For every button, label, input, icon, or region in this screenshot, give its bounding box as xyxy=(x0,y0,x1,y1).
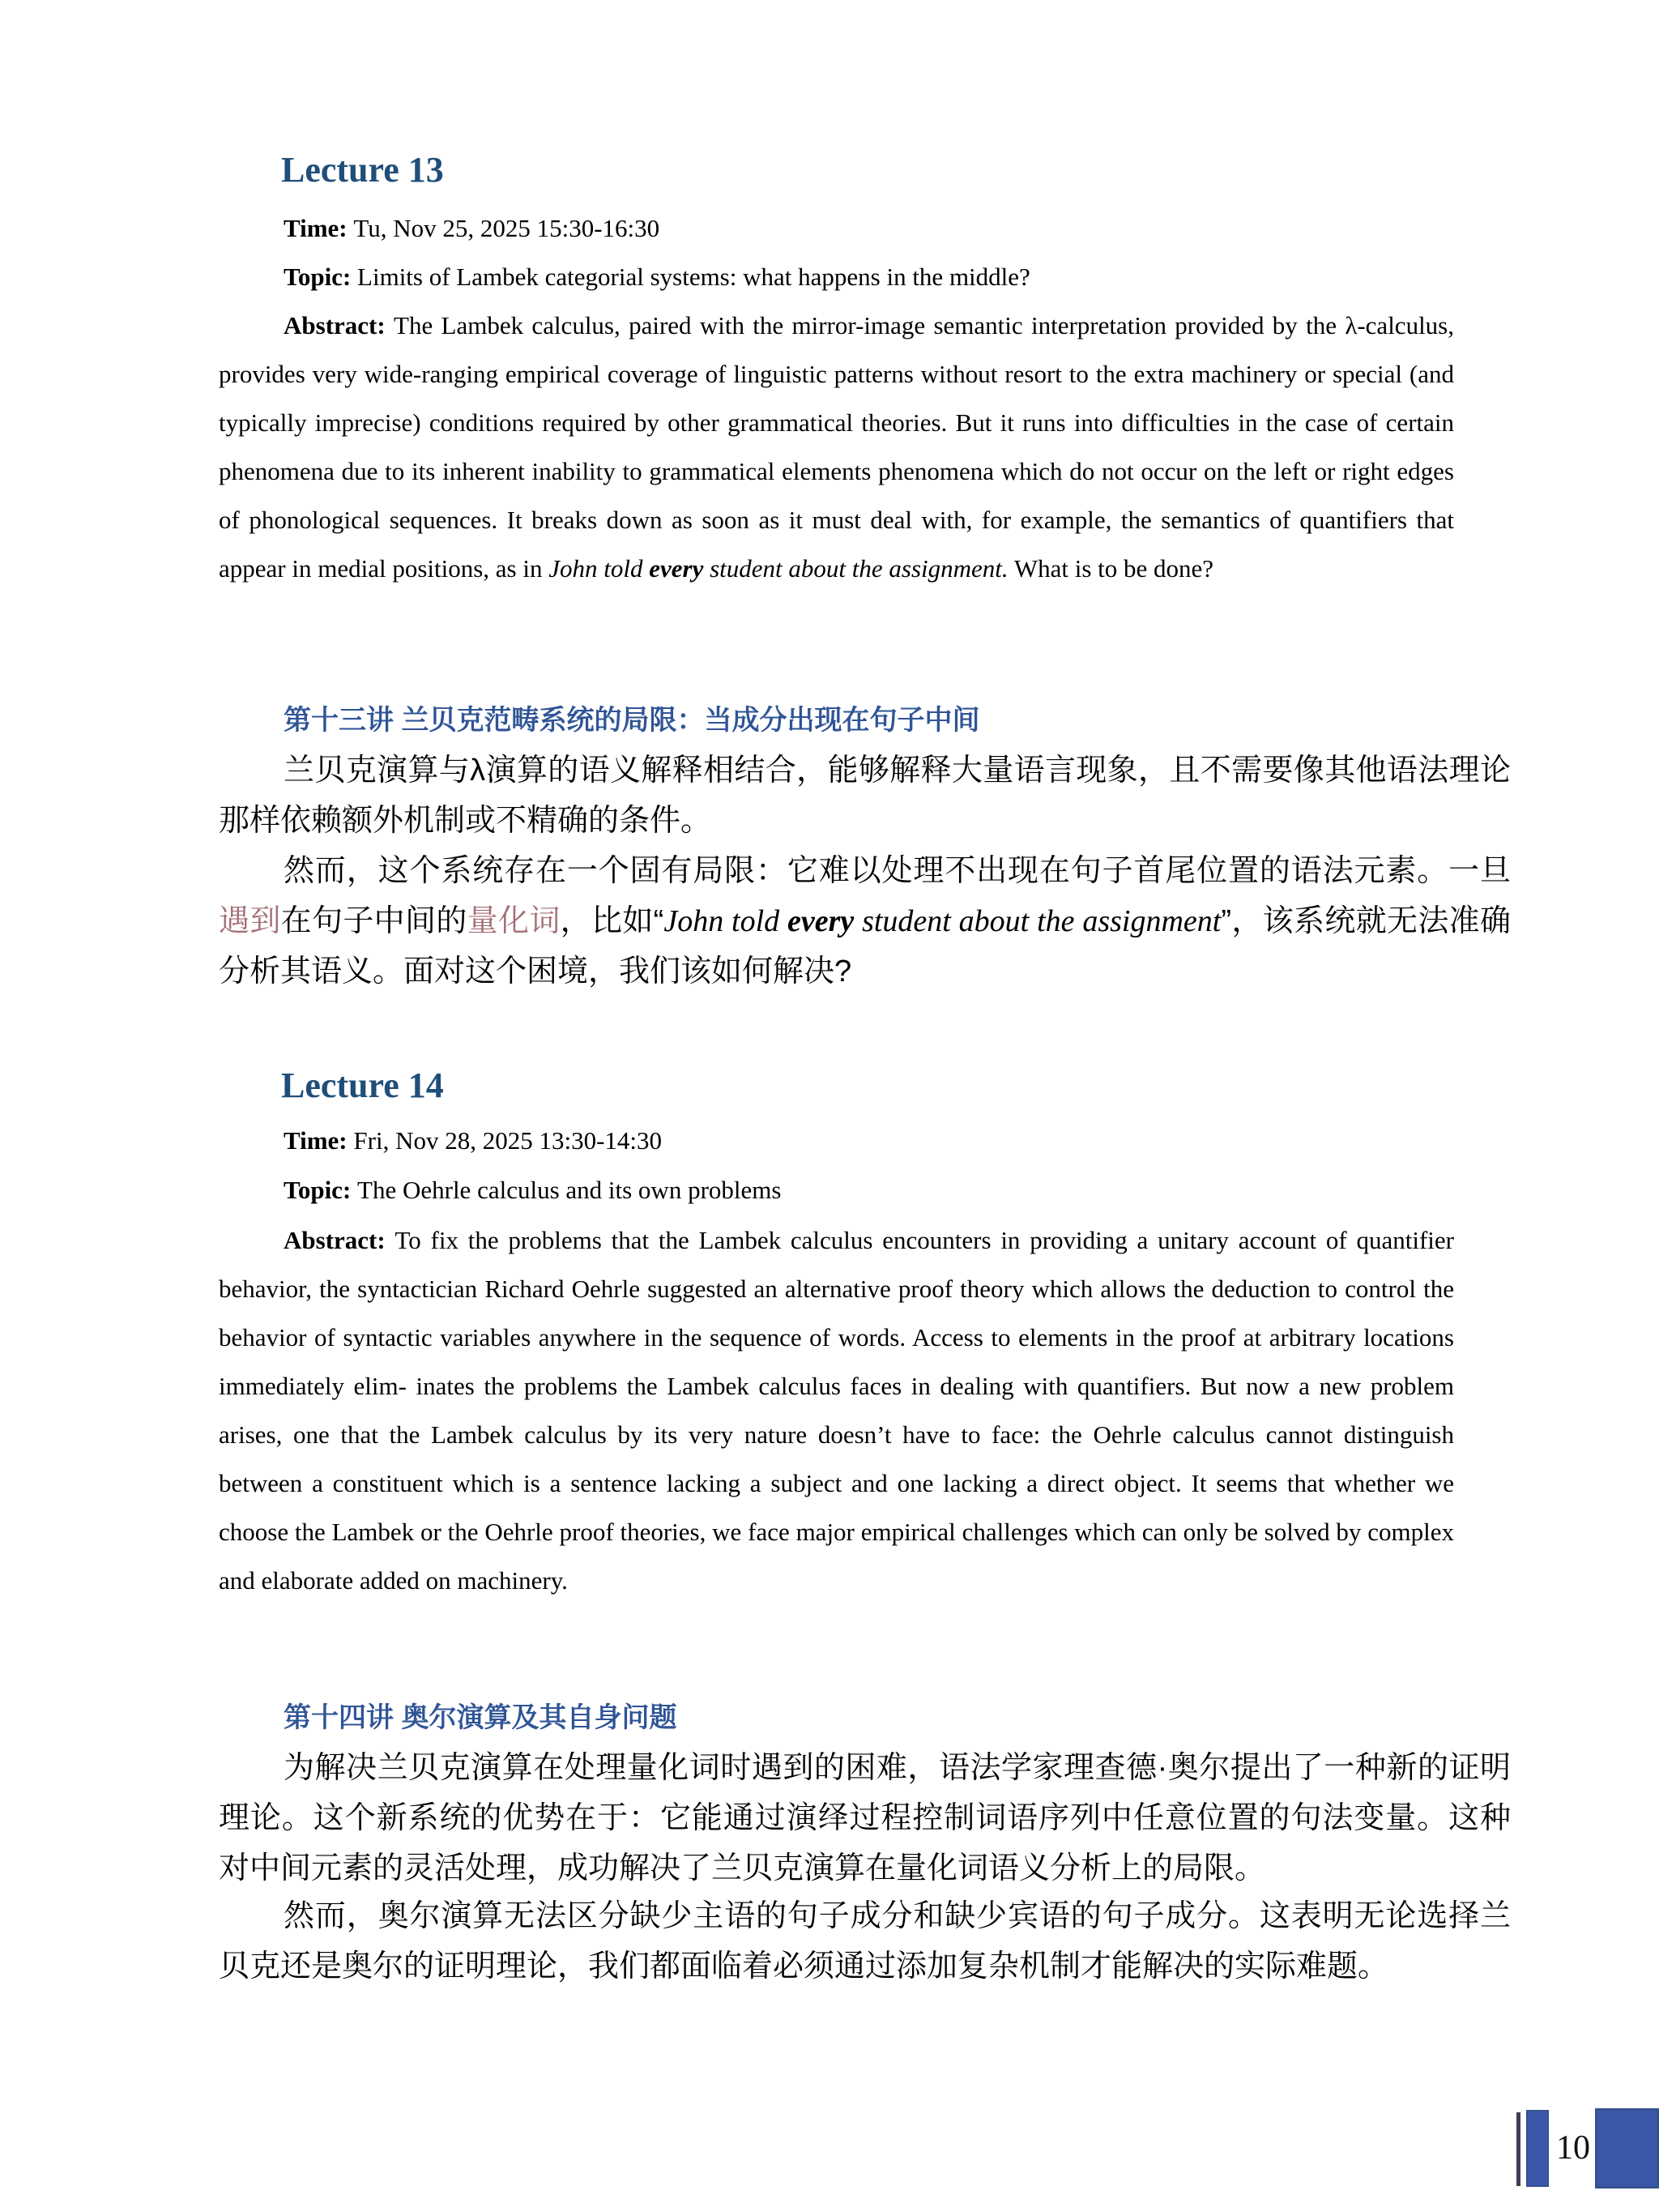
lecture-13-cn-paragraph-1: 兰贝克演算与λ演算的语义解释相结合，能够解释大量语言现象，且不需要像其他语法理论那样依赖额外机制或不精确的条件。 xyxy=(219,754,1511,838)
lecture-14-time-line: Time: Fri, Nov 28, 2025 13:30-14:30 xyxy=(284,1126,663,1155)
page-number: 10 xyxy=(1556,2129,1590,2167)
lecture-13-title: Lecture 13 xyxy=(281,150,444,190)
lecture-13-cn-heading: 第十三讲 兰贝克范畴系统的局限：当成分出现在句子中间 xyxy=(284,705,980,736)
footer-wide-bar xyxy=(1526,2110,1549,2187)
lecture-14-cn-heading: 第十四讲 奥尔演算及其自身问题 xyxy=(284,1702,677,1733)
lecture-14-title: Lecture 14 xyxy=(281,1065,444,1105)
lecture-13-time-line: Time: Tu, Nov 25, 2025 15:30-16:30 xyxy=(284,214,660,242)
lecture-13-topic-line: Topic: Limits of Lambek categorial systems: what happens in the middle? xyxy=(284,263,1030,291)
footer-thin-bar xyxy=(1516,2112,1520,2186)
lecture-13-cn-paragraph-2: 然而，这个系统存在一个固有局限：它难以处理不出现在句子首尾位置的语法元素。一旦遇到在句子中间的量化词，比如“John told every student about the assignment”，该系统就无法准确分析其语义。面对这个困境，我们该如何解决? xyxy=(219,854,1511,989)
lecture-14-cn-paragraph-2: 然而，奥尔演算无法区分缺少主语的句子成分和缺少宾语的句子成分。这表明无论选择兰贝克还是奥尔的证明理论，我们都面临着必须通过添加复杂机制才能解决的实际难题。 xyxy=(219,1899,1511,1984)
footer-edge-rect xyxy=(1595,2108,1659,2189)
lecture-13-abstract: Abstract: The Lambek calculus, paired with the mirror-image semantic interpretation provided by the λ-calculus, provides very wide-ranging empirical coverage of linguistic patterns without resort to the extra machinery or special (and typically imprecise) conditions required by other grammatical theories. But it runs into difficulties in the case of certain phenomena due to its inherent inability to grammatical elements phenomena which do not occur on the left or right edges of phonological sequences. It breaks down as soon as it must deal with, for example, the semantics of quantifiers that appear in medial positions, as in John told every student about the assignment. What is to be done? xyxy=(219,311,1454,583)
lecture-14-abstract: Abstract: To fix the problems that the Lambek calculus encounters in providing a unitary account of quantifier behavior, the syntactician Richard Oehrle suggested an alternative proof theory which allows the deduction to control the behavior of syntactic variables anywhere in the sequence of words. Access to elements in the proof at arbitrary locations immediately elim- inates the problems the Lambek calculus faces in dealing with quantifiers. But now a new problem arises, one that the Lambek calculus by its very nature doesn’t have to face: the Oehrle calculus cannot distinguish between a constituent which is a sentence lacking a subject and one lacking a direct object. It seems that whether we choose the Lambek or the Oehrle proof theories, we face major empirical challenges which can only be solved by complex and elaborate added on machinery. xyxy=(219,1226,1455,1595)
lecture-14-cn-paragraph-1: 为解决兰贝克演算在处理量化词时遇到的困难，语法学家理查德·奥尔提出了一种新的证明理论。这个新系统的优势在于：它能通过演绎过程控制词语序列中任意位置的句法变量。这种对中间元素的灵活处理，成功解决了兰贝克演算在量化词语义分析上的局限。 xyxy=(219,1751,1511,1885)
lecture-14-topic-line: Topic: The Oehrle calculus and its own problems xyxy=(284,1176,782,1204)
